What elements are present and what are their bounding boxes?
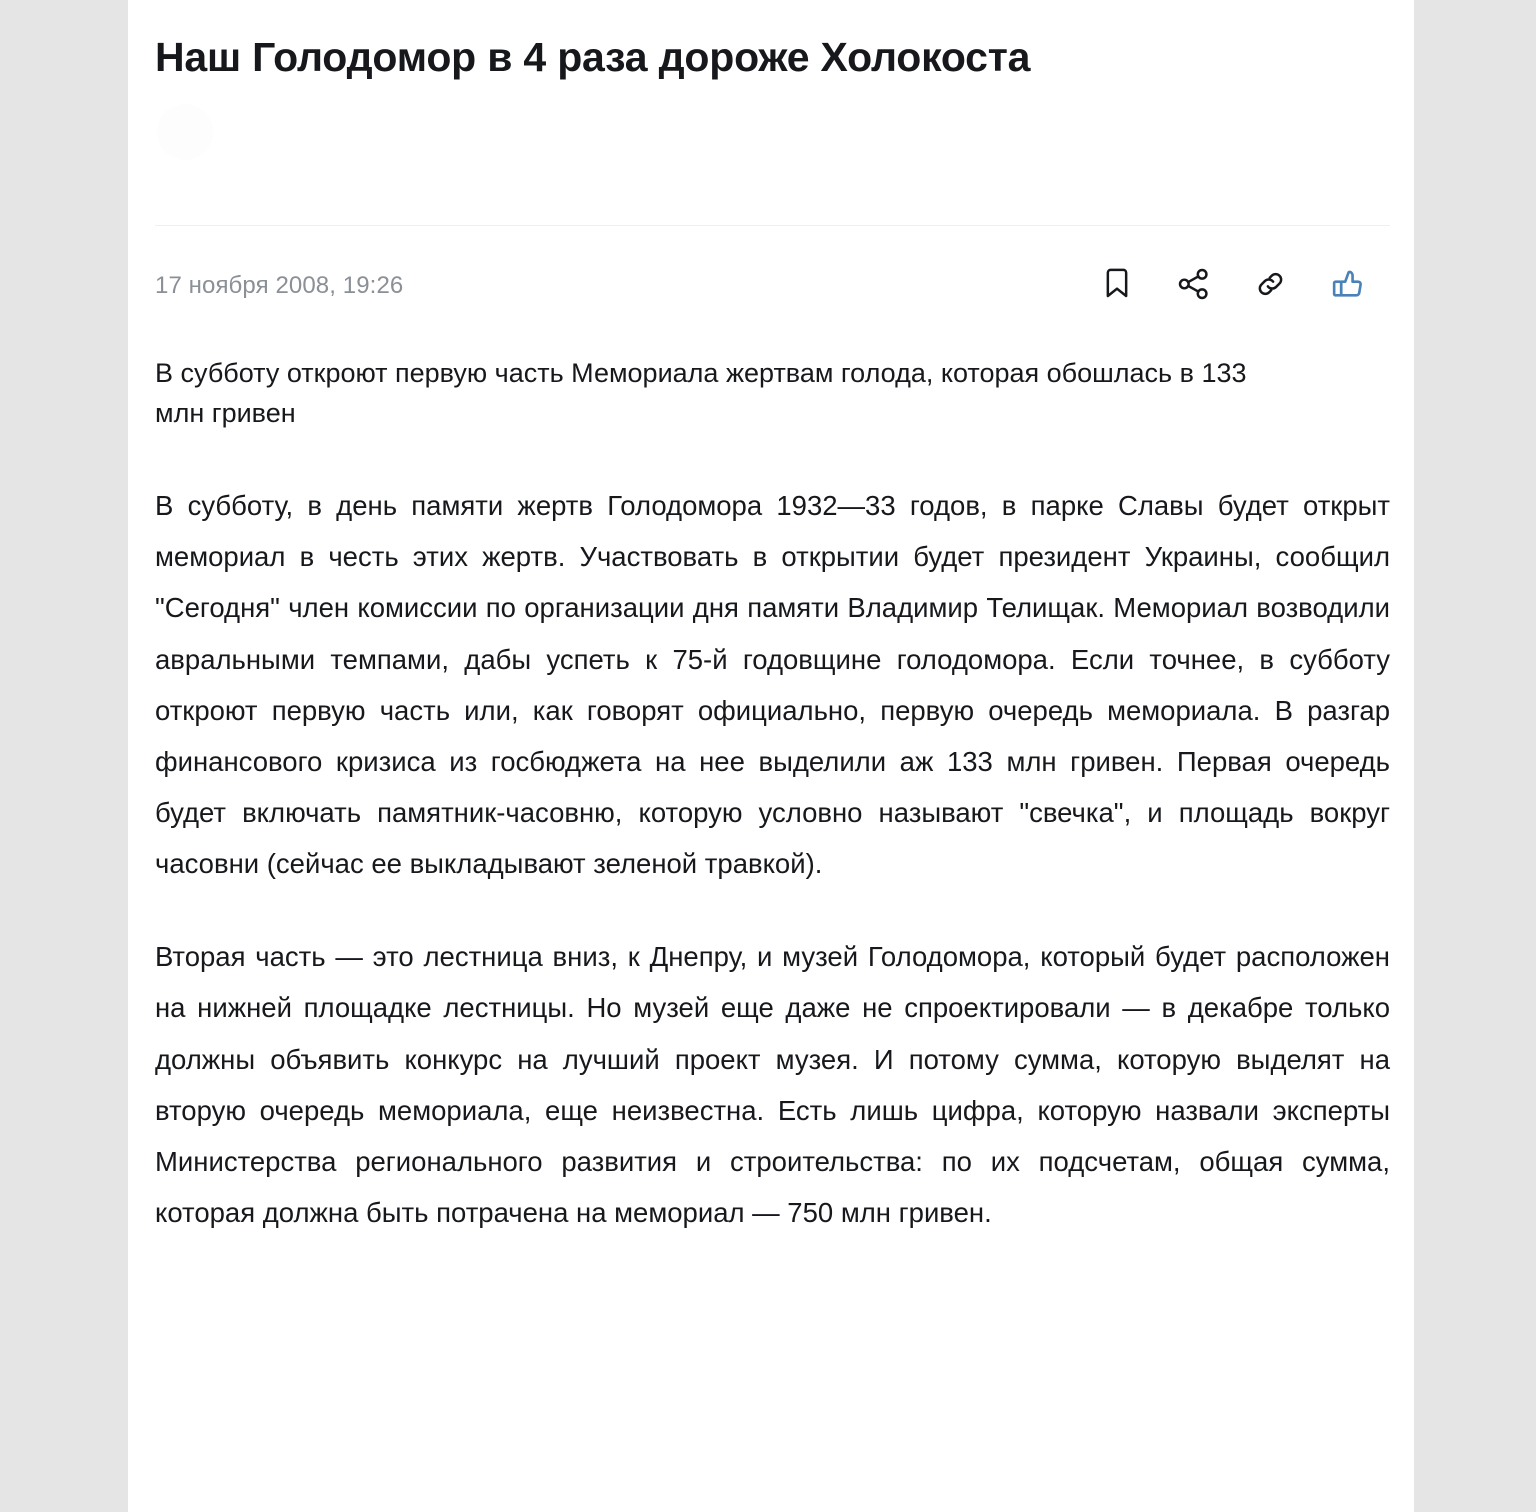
byline-placeholder bbox=[155, 90, 1390, 225]
action-bar bbox=[1097, 264, 1368, 304]
byline-author bbox=[167, 90, 172, 116]
copy-link-button[interactable] bbox=[1251, 264, 1291, 304]
avatar bbox=[157, 104, 213, 160]
article-paragraph: В субботу, в день памяти жертв Голодомора 1932—33 годов, в парке Славы будет открыт мемориал в честь этих жертв. Участвовать в открытии будет президент Украины, сообщил "Сегодня" член комиссии по организации дня памяти Владимир Телищак. Мемориал возводили авральными темпами, дабы успеть к 75-й годовщине голодомора. Если точнее, в субботу откроют первую часть или, как говорят официально, первую очередь мемориала. В разгар финансового кризиса из госбюджета на нее выделили аж 133 млн гривен. Первая очередь будет включать памятник-часовню, которую условно называют "свечка", и площадь вокруг часовни (сейчас ее выкладывают зеленой травкой). bbox=[155, 490, 1390, 880]
byline-meta bbox=[167, 135, 172, 161]
link-icon bbox=[1254, 267, 1288, 301]
article-card bbox=[128, 0, 1414, 1512]
share-button[interactable] bbox=[1174, 264, 1214, 304]
article-paragraph: Вторая часть — это лестница вниз, к Днепру, и музей Голодомора, который будет расположен на нижней площадке лестницы. Но музей еще даже не спроектировали — в декабре только должны объявить конкурс на лучший проект музея. И потому сумма, которую выделят на вторую очередь мемориала, еще неизвестна. Есть лишь цифра, которую назвали эксперты Министерства регионального развития и строительства: по их подсчетам, общая сумма, которая должна быть потрачена на мемориал — 750 млн гривен. bbox=[155, 941, 1390, 1228]
article-date: 17 ноября 2008, 19:26 bbox=[155, 272, 404, 300]
bookmark-icon bbox=[1101, 267, 1133, 301]
like-button[interactable] bbox=[1328, 264, 1368, 304]
article-inner bbox=[155, 0, 1390, 1238]
page-title: Наш Голодомор в 4 раза дороже Холокоста bbox=[155, 34, 1031, 80]
thumbs-up-icon bbox=[1330, 266, 1366, 302]
meta-row bbox=[155, 226, 1390, 348]
share-icon bbox=[1177, 267, 1211, 301]
article-lead: В субботу откроют первую часть Мемориала жертвам голода, которая обошлась в 133 млн гривен bbox=[155, 358, 1247, 429]
bookmark-button[interactable] bbox=[1097, 264, 1137, 304]
